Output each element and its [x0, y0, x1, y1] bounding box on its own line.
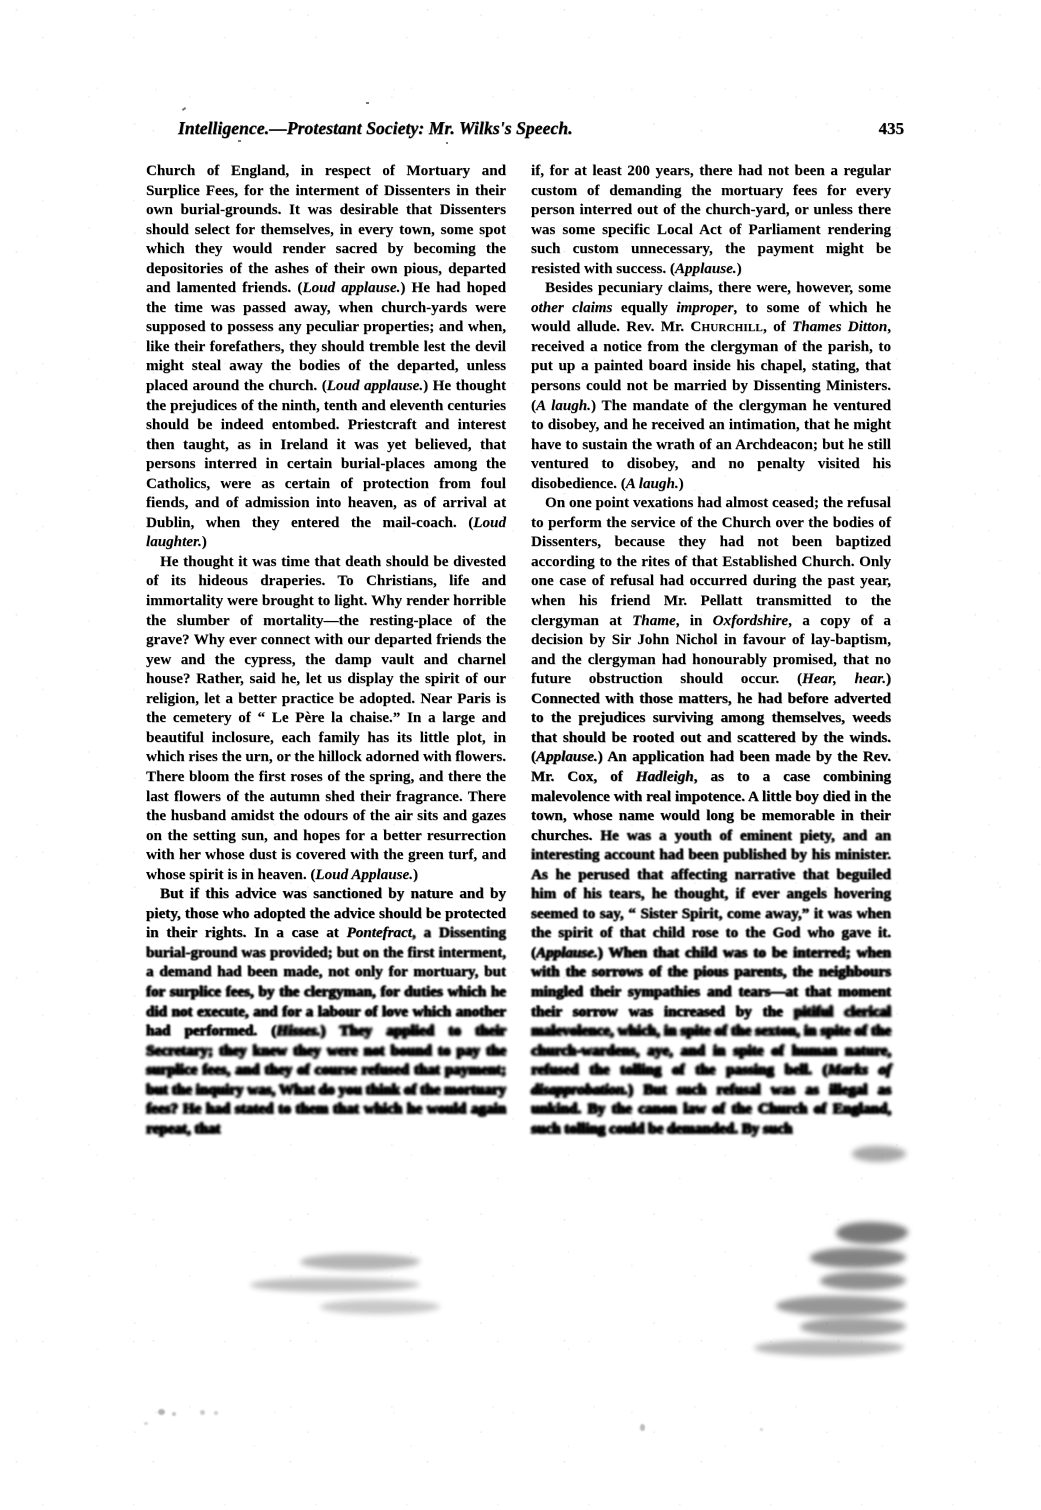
paragraph-text-rp3-i: ) But such refusal was as illegal as unkind. By the canon law of the Church of England, such tolling could be demanded. By such: [531, 1081, 891, 1137]
stage-direction: Applause.: [536, 944, 598, 961]
left-column: [146, 162, 506, 1139]
scan-smudge: [144, 1422, 148, 1425]
stage-direction: Applause.: [536, 749, 598, 766]
paragraph: if, for at least 200 years, there had not been a regular custom of demanding the mortuary fees for every person interred out of the church-yard, or unless there was some specific Local Act of Parliament rendering such custom unnecessary, the payment might be resisted with success. (Applause.): [531, 163, 891, 277]
place-name: Oxfordshire: [712, 612, 789, 629]
emphasis: other claims: [531, 299, 613, 316]
stage-direction: Loud laughter.: [146, 514, 506, 551]
paragraph: Church of England, in respect of Mortuary and Surplice Fees, for the interment of Dissenters in their own burial-grounds. It was desirable that Dissenters should select for themselves, in every town, some spot which they would render sacred by becoming the depositories of the ashes of their own pious, departed and lamented friends. (Loud applause.) He had hoped the time was passed away, when church-yards were supposed to possess any peculiar properties; and when, like their forefathers, they should tremble lest the devil might steal away the bodies of the departed, unless placed around the church. (Loud applause.) He thought the prejudices of the ninth, tenth and eleventh centuries should be indeed entombed. Priestcraft and interest then taught, as in Ireland it was yet believed, that persons interred in certain burial-places among the Catholics, were as certain of protection from foul fiends, and of admission into heaven, as of arrival at Dublin, when they entered the mail-coach. (Loud laughter.): [146, 163, 507, 551]
paragraph-text-lp2: He thought it was time that death should be divested of its hideous draperies. To Christians, life and immortality were brought to light. Why render horrible the slumber of mortality—the resting-place of the grave? Why ever connect with our departed friends the yew and the cypress, the damp vault and charnel house? Rather, said he, let us display the spirit of our religion, let a better practice be adopted. Near Paris is the cemetery of “ Le Père la chaise.” In a large and beautiful inclosure, each family has its little plot, in which rises the urn, or the hillock adorned with flowers. There bloom the first roses of the spring, and there the last flowers of the autumn shed their fragrance. There the husband amidst the odours of the air sits and gazes on the setting sun, and hopes for a better resurrection with her whose dust is covered with the green turf, and whose spirit is in heaven. (: [146, 553, 506, 883]
paragraph-text-rp3-g: ) When that child was to be interred; when with the sorrows of the pious parents, the neighbours mingled their sympathies and tears—at that moment their sorrow was increased by the: [531, 944, 891, 1020]
scan-fleck: [446, 142, 448, 144]
paragraph-text-rp1: if, for at least 200 years, there had not been a regular custom of demanding the mortuary fees for every person interred out of the church-yard, or unless there was some specific Local Act of Parliament rendering such custom unnecessary, the payment might be resisted with success. (: [531, 163, 891, 277]
paragraph-text-rp3-a: On one point vexations had almost ceased; the refusal to perform the service of the Church over the bodies of Dissenters, because they had not been baptized according to the rites of that Established Church. Only one case of refusal had occurred during the past year, when his friend Mr. Pellatt transmitted to the clergyman at: [531, 495, 891, 629]
running-head: [146, 118, 904, 144]
scan-smudge: [760, 1428, 763, 1431]
scan-fleck: [182, 107, 186, 111]
paragraph-text-rp2-d: ) The mandate of the clergyman he ventured to disobey, and he received an intimation, that he might have to sustain the wrath of an Archdeacon; but he still ventured to disobey, and no penalty visited his disobedience. (: [531, 397, 892, 492]
paragraph: Besides pecuniary claims, there were, however, some other claims equally improper, to some of which he would allude. Rev. Mr. Churchill, of Thames Ditton, received a notice from the clergyman of the parish, to put up a painted board inside his chapel, stating, that persons could not be married by Dissenting Ministers. (A laugh.) The mandate of the clergyman he ventured to disobey, and he received an intimation, that he might have to sustain the wrath of an Archdeacon; but he still ventured to disobey, and no penalty visited his disobedience. (A laugh.): [531, 280, 892, 492]
scan-fleck: [366, 102, 369, 104]
scan-smudge: [640, 1424, 645, 1431]
paragraph-text-rp3-c: ) Connected with those matters, he had before adverted to the prejudices surviving among themselves, weeds that should be rooted out and scattered by the winds. (: [531, 671, 892, 766]
stage-direction: Applause.: [674, 260, 737, 277]
scan-fleck: [238, 140, 241, 142]
stage-direction: Marks of disapprobation.: [531, 1062, 891, 1098]
place-name: Thame: [632, 612, 676, 629]
stage-direction: Loud Applause.: [315, 866, 413, 883]
stage-direction: Hisses.: [276, 1023, 321, 1040]
emphasis: improper: [676, 299, 734, 316]
two-column-body: [146, 162, 904, 1412]
paragraph-text-rp3-d: ) An application had been made by the Rev. Mr. Cox, of: [531, 749, 891, 785]
paragraph-text-lp3-d: ) They applied to their Secretary; they knew they were not bound to pay the surplice fees, and they of course refused that payment; but the inquiry was, What do you think of the mortuary fees? He had stated to them that which he would again repeat, that: [146, 1023, 506, 1137]
place-name: Hadleigh: [635, 768, 694, 785]
stage-direction: A laugh.: [536, 397, 591, 414]
paragraph-text-rp2-a: Besides pecuniary claims, there were, however, some: [545, 280, 891, 297]
paragraph-text-lp3-b: , a Dissenting burial-ground was provided; but on the first interment, a demand had been made, not only for mortuary, but: [146, 925, 506, 981]
right-column: [531, 162, 891, 1139]
paragraph-text-rp3-e: , as to a case combining malevolence with real impotence. A little boy died in the town, whose name would long be memorable in their churches.: [531, 768, 892, 844]
paragraph-text-rp3-f: He was a youth of eminent piety, and an interesting account had been published by his minister. As he perused that affecting narrative that beguiled him of his tears, he thought, if ever angels hovering seemed to say, “ Sister Spirit, come away,” it was when the spirit of that child rose to the God who gave it. (: [531, 827, 891, 961]
paragraph-text-lp1: Church of England, in respect of Mortuary and Surplice Fees, for the interment of Dissenters in their own burial-grounds. It was desirable that Dissenters should select for themselves, in every town, some spot which they would render sacred by becoming the depositories of the ashes of their own pious, departed and lamented friends. (: [146, 163, 506, 297]
page-number: 435: [878, 119, 904, 138]
paragraph-text-rp2-c: , received a notice from the clergyman of the parish, to put up a painted board inside his chapel, stating, that persons could not be married by Dissenting Ministers. (: [531, 319, 892, 414]
stage-direction: A laugh.: [625, 475, 679, 492]
paragraph-text-rp3-h: pitiful clerical malevolence, which, in spite of the sexton, in spite of the church-wardens, aye, and in spite of human nature, refused the tolling of the passing bell. (: [531, 1003, 891, 1079]
paragraph: He thought it was time that death should be divested of its hideous draperies. To Christians, life and immortality were brought to light. Why render horrible the slumber of mortality—the resting-place of the grave? Why ever connect with our departed friends the yew and the cypress, the damp vault and charnel house? Rather, said he, let us display the spirit of our religion, let a better practice be adopted. Near Paris is the cemetery of “ Le Père la chaise.” In a large and beautiful inclosure, each family has its little plot, in which rises the urn, or the hillock adorned with flowers. There bloom the first roses of the spring, and there the last flowers of the autumn shed their fragrance. There the husband amidst the odours of the air sits and gazes on the setting sun, and hopes for a better resurrection with her whose dust is covered with the green turf, and whose spirit is in heaven. (Loud Applause.): [146, 553, 506, 883]
paragraph-text-lp3-c: for surplice fees, by the clergyman, for duties which he did not execute, and for a labour of love which another had performed. (: [146, 983, 506, 1040]
running-head-title: Intelligence.—Protestant Society: Mr. Wilks's Speech.: [178, 118, 573, 138]
stage-direction: Loud applause.: [302, 280, 401, 297]
stage-direction: Hear, hear.: [801, 671, 886, 688]
paragraph: [146, 885, 506, 1139]
paragraph-text-rp3-b: , a copy of a decision by Sir John Nichol in favour of lay-baptism, and the clergyman had honourably promised, that no future obstruction should occur. (: [531, 612, 891, 688]
speaker-name: Churchill: [690, 319, 763, 336]
paragraph-text-lp3-a: But if this advice was sanctioned by nature and by piety, those who adopted the advice should be protected in their rights. In a case at: [146, 886, 506, 942]
paragraph-text-rp2-b: , to some of which he would allude. Rev. Mr. Churchill, of: [531, 299, 891, 336]
stage-direction: Loud applause.: [326, 378, 424, 395]
place-name: Thames Ditton: [792, 319, 888, 336]
scan-smudge: [172, 1412, 176, 1416]
paragraph: On one point vexations had almost ceased; the refusal to perform the service of the Church over the bodies of Dissenters, because they had not been baptized according to the rites of that Established Church. Only one case of refusal had occurred during the past year, when his friend Mr. Pellatt transmitted to the clergyman at Thame, in Oxfordshire, a copy of a decision by Sir John Nichol in favour of lay-baptism, and the clergyman had honourably promised, that no future obstruction should occur. (Hear, hear.) Connected with those matters, he had before adverted to the prejudices surviving among themselves, weeds that should be rooted out and scattered by the winds. (Applause.) An application had been made by the Rev. Mr. Cox, of Hadleigh, as to a case combining malevolence with real impotence. A little boy died in the town, whose name would long be memorable in their churches. He was a youth of eminent piety, and an interesting account had been published by his minister. As he perused that affecting narrative that beguiled him of his tears, he thought, if ever angels hovering seemed to say, “ Sister Spirit, come away,” it was when the spirit of that child rose to the God who gave it. (Applause.) When that child was to be interred; when with the sorrows of the pious parents, the neighbours mingled their sympathies and tears—at that moment their sorrow was increased by the pitiful clerical malevolence, which, in spite of the sexton, in spite of the church-wardens, aye, and in spite of human nature, refused the tolling of the passing bell. (Marks of disapprobation.) But such refusal was as illegal as unkind. By the canon law of the Church of England, such tolling could be demanded. By such: [531, 495, 892, 1137]
place-name: Pontefract: [346, 925, 412, 942]
